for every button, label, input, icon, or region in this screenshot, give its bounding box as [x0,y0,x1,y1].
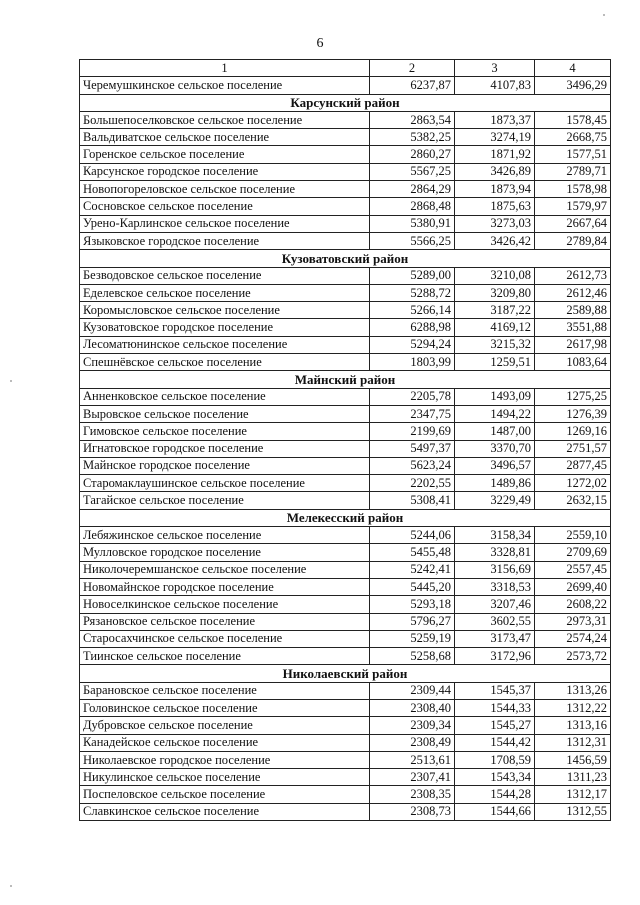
settlement-name: Барановское сельское поселение [80,682,370,699]
value-col4: 2612,46 [535,284,611,301]
value-col2: 2513,61 [370,751,455,768]
value-col4: 1275,25 [535,388,611,405]
settlement-name: Спешнёвское сельское поселение [80,354,370,371]
settlement-name: Горенское сельское поселение [80,146,370,163]
value-col2: 2199,69 [370,423,455,440]
table-row [80,699,611,716]
settlement-name: Дубровское сельское поселение [80,717,370,734]
value-col4: 3496,29 [535,77,611,94]
table-row [80,77,611,94]
value-col3: 3426,42 [455,232,535,249]
settlement-name: Карсунское городское поселение [80,163,370,180]
value-col3: 1871,92 [455,146,535,163]
table-row [80,613,611,630]
value-col4: 1579,97 [535,198,611,215]
value-col2: 5382,25 [370,129,455,146]
value-col2: 5567,25 [370,163,455,180]
table-row [80,630,611,647]
table-row [80,492,611,509]
value-col2: 5266,14 [370,302,455,319]
value-col4: 2557,45 [535,561,611,578]
table-row [80,163,611,180]
table-row [80,578,611,595]
table-row [80,388,611,405]
table-row [80,751,611,768]
value-col4: 2589,88 [535,302,611,319]
table-row [80,336,611,353]
value-col4: 2751,57 [535,440,611,457]
table-row [80,561,611,578]
table-row [80,302,611,319]
settlement-name: Сосновское сельское поселение [80,198,370,215]
value-col2: 5293,18 [370,596,455,613]
settlement-name: Канадейское сельское поселение [80,734,370,751]
settlement-name: Выровское сельское поселение [80,405,370,422]
value-col2: 5445,20 [370,578,455,595]
value-col2: 2308,35 [370,786,455,803]
value-col3: 1873,94 [455,181,535,198]
settlement-name: Головинское сельское поселение [80,699,370,716]
table-row [80,475,611,492]
value-col3: 1544,66 [455,803,535,820]
value-col3: 3328,81 [455,544,535,561]
value-col2: 2202,55 [370,475,455,492]
value-col2: 5289,00 [370,267,455,284]
value-col2: 5294,24 [370,336,455,353]
value-col3: 3318,53 [455,578,535,595]
value-col4: 1312,17 [535,786,611,803]
value-col4: 2877,45 [535,457,611,474]
value-col2: 2307,41 [370,769,455,786]
value-col2: 2308,73 [370,803,455,820]
table-row [80,527,611,544]
value-col3: 1487,00 [455,423,535,440]
district-header-row [80,371,611,388]
value-col3: 1875,63 [455,198,535,215]
value-col3: 3274,19 [455,129,535,146]
table-row [80,198,611,215]
value-col2: 5566,25 [370,232,455,249]
table-row [80,405,611,422]
settlement-name: Мулловское городское поселение [80,544,370,561]
value-col2: 2205,78 [370,388,455,405]
value-col4: 1456,59 [535,751,611,768]
value-col2: 5308,41 [370,492,455,509]
table-row [80,354,611,371]
value-col4: 1578,45 [535,111,611,128]
value-col3: 1489,86 [455,475,535,492]
district-title: Мелекесский район [80,509,611,526]
value-col2: 2309,34 [370,717,455,734]
value-col4: 1276,39 [535,405,611,422]
value-col2: 5244,06 [370,527,455,544]
value-col2: 2868,48 [370,198,455,215]
table-row [80,682,611,699]
table-row [80,146,611,163]
settlement-name: Еделевское сельское поселение [80,284,370,301]
value-col3: 3496,57 [455,457,535,474]
settlement-name: Славкинское сельское поселение [80,803,370,820]
scan-margin-mark [603,14,605,16]
value-col3: 3158,34 [455,527,535,544]
table-row [80,423,611,440]
table-row [80,319,611,336]
table-row [80,232,611,249]
settlement-name: Старосахчинское сельское поселение [80,630,370,647]
table-row [80,544,611,561]
table-row [80,717,611,734]
district-header-row [80,509,611,526]
settlement-name: Николочеремшанское сельское поселение [80,561,370,578]
value-col2: 5455,48 [370,544,455,561]
value-col3: 1544,42 [455,734,535,751]
value-col3: 1494,22 [455,405,535,422]
settlement-name: Старомаклаушинское сельское поселение [80,475,370,492]
value-col4: 2789,84 [535,232,611,249]
value-col3: 3173,47 [455,630,535,647]
table-row [80,181,611,198]
settlement-name: Анненковское сельское поселение [80,388,370,405]
settlement-name: Безводовское сельское поселение [80,267,370,284]
settlement-name: Новоселкинское сельское поселение [80,596,370,613]
value-col3: 3215,32 [455,336,535,353]
value-col4: 2699,40 [535,578,611,595]
value-col3: 3172,96 [455,648,535,665]
value-col4: 1313,16 [535,717,611,734]
value-col4: 1313,26 [535,682,611,699]
value-col2: 5242,41 [370,561,455,578]
table-row [80,786,611,803]
value-col3: 3273,03 [455,215,535,232]
value-col2: 2863,54 [370,111,455,128]
table-row [80,215,611,232]
value-col3: 1873,37 [455,111,535,128]
value-col2: 6288,98 [370,319,455,336]
value-col4: 1272,02 [535,475,611,492]
value-col2: 5796,27 [370,613,455,630]
column-header: 3 [455,60,535,77]
value-col4: 1312,55 [535,803,611,820]
value-col4: 3551,88 [535,319,611,336]
value-col4: 2612,73 [535,267,611,284]
table-row [80,111,611,128]
value-col4: 1312,31 [535,734,611,751]
settlement-name: Тагайское сельское поселение [80,492,370,509]
settlement-name: Рязановское сельское поселение [80,613,370,630]
district-header-row [80,250,611,267]
value-col4: 2573,72 [535,648,611,665]
settlement-name: Николаевское городское поселение [80,751,370,768]
table-body [80,60,611,821]
value-col2: 5258,68 [370,648,455,665]
value-col3: 1545,37 [455,682,535,699]
settlement-name: Кузоватовское городское поселение [80,319,370,336]
value-col3: 1708,59 [455,751,535,768]
header-row [80,60,611,77]
settlement-name: Тиинское сельское поселение [80,648,370,665]
table-row [80,803,611,820]
value-col3: 3156,69 [455,561,535,578]
settlement-name: Поспеловское сельское поселение [80,786,370,803]
value-col2: 1803,99 [370,354,455,371]
settlement-name: Майнское городское поселение [80,457,370,474]
value-col2: 2309,44 [370,682,455,699]
column-header: 1 [80,60,370,77]
value-col4: 1269,16 [535,423,611,440]
district-title: Кузоватовский район [80,250,611,267]
value-col4: 2709,69 [535,544,611,561]
value-col4: 1311,23 [535,769,611,786]
value-col2: 2864,29 [370,181,455,198]
settlement-name: Гимовское сельское поселение [80,423,370,440]
data-table [79,59,611,821]
table-row [80,284,611,301]
value-col4: 2789,71 [535,163,611,180]
settlement-name: Лебяжинское сельское поселение [80,527,370,544]
value-col3: 1259,51 [455,354,535,371]
value-col3: 3209,80 [455,284,535,301]
value-col4: 2617,98 [535,336,611,353]
value-col3: 1545,27 [455,717,535,734]
value-col3: 4107,83 [455,77,535,94]
value-col4: 1578,98 [535,181,611,198]
table-row [80,596,611,613]
settlement-name: Игнатовское городское поселение [80,440,370,457]
value-col2: 2308,40 [370,699,455,716]
value-col2: 2308,49 [370,734,455,751]
value-col2: 2860,27 [370,146,455,163]
value-col4: 2632,15 [535,492,611,509]
scan-margin-mark [10,380,12,382]
value-col3: 4169,12 [455,319,535,336]
value-col2: 5259,19 [370,630,455,647]
value-col3: 3210,08 [455,267,535,284]
value-col3: 1543,34 [455,769,535,786]
value-col2: 5380,91 [370,215,455,232]
value-col3: 3602,55 [455,613,535,630]
district-title: Карсунский район [80,94,611,111]
table-row [80,267,611,284]
value-col3: 3370,70 [455,440,535,457]
settlement-name: Коромысловское сельское поселение [80,302,370,319]
value-col2: 2347,75 [370,405,455,422]
table-row [80,129,611,146]
value-col4: 1577,51 [535,146,611,163]
table-row [80,734,611,751]
value-col4: 2668,75 [535,129,611,146]
value-col3: 1493,09 [455,388,535,405]
district-title: Николаевский район [80,665,611,682]
settlement-name: Языковское городское поселение [80,232,370,249]
settlement-name: Новомайнское городское поселение [80,578,370,595]
value-col3: 1544,33 [455,699,535,716]
settlement-name: Черемушкинское сельское поселение [80,77,370,94]
column-header: 4 [535,60,611,77]
table-row [80,457,611,474]
value-col3: 3207,46 [455,596,535,613]
table-row [80,440,611,457]
table-row [80,769,611,786]
district-header-row [80,665,611,682]
value-col4: 1312,22 [535,699,611,716]
settlement-name: Вальдиватское сельское поселение [80,129,370,146]
value-col4: 2608,22 [535,596,611,613]
settlement-name: Лесоматюнинское сельское поселение [80,336,370,353]
value-col3: 3187,22 [455,302,535,319]
value-col2: 5497,37 [370,440,455,457]
value-col4: 2667,64 [535,215,611,232]
column-header: 2 [370,60,455,77]
page-number: 6 [316,36,324,51]
value-col3: 3229,49 [455,492,535,509]
value-col4: 2973,31 [535,613,611,630]
value-col3: 1544,28 [455,786,535,803]
settlement-name: Урено-Карлинское сельское поселение [80,215,370,232]
table-row [80,648,611,665]
value-col3: 3426,89 [455,163,535,180]
value-col2: 6237,87 [370,77,455,94]
value-col4: 1083,64 [535,354,611,371]
settlement-name: Никулинское сельское поселение [80,769,370,786]
district-title: Майнский район [80,371,611,388]
settlement-name: Новопогореловское сельское поселение [80,181,370,198]
settlement-name: Большепоселковское сельское поселение [80,111,370,128]
district-header-row [80,94,611,111]
scan-margin-mark [10,885,12,887]
value-col2: 5623,24 [370,457,455,474]
value-col4: 2574,24 [535,630,611,647]
value-col2: 5288,72 [370,284,455,301]
value-col4: 2559,10 [535,527,611,544]
